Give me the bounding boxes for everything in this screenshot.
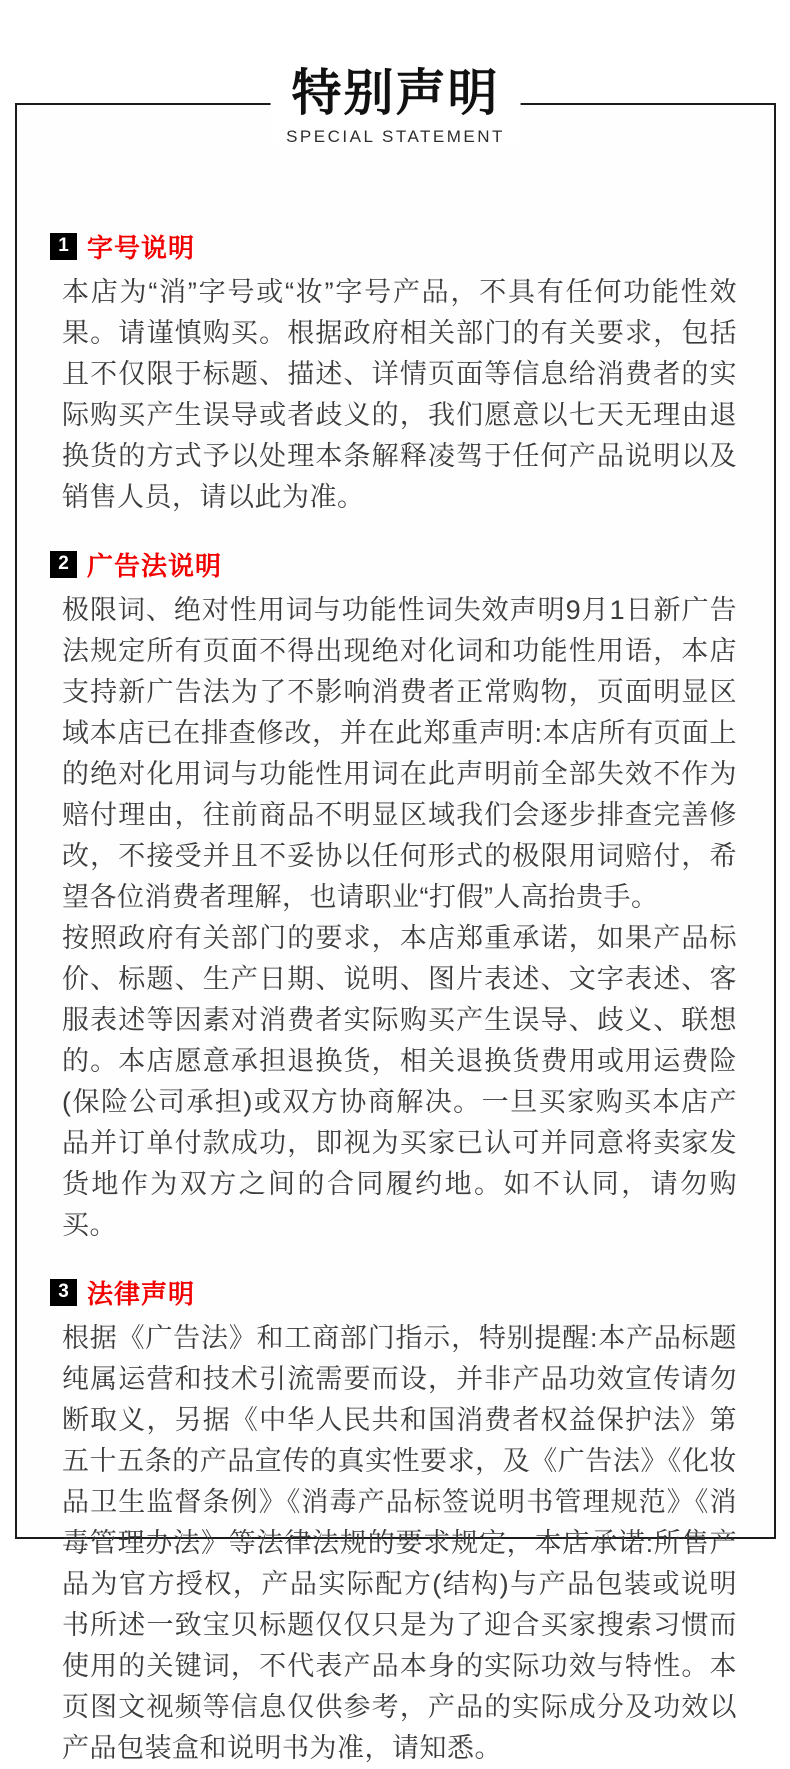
section-paragraph: 根据《广告法》和工商部门指示，特别提醒:本产品标题纯属运营和技术引流需要而设，并非产品功效宣传请勿断取义，另据《中华人民共和国消费者权益保护法》第五十五条的产品宣传的真实性要求，及《广告法》《化妆品卫生监督条例》《消毒产品标签说明书管理规范》《消毒管理办法》等法律法规的要求规定，本店承诺:所售产品为官方授权，产品实际配方(结构)与产品包装或说明书所述一致宝贝标题仅仅只是为了迎合买家搜索习惯而使用的关键词，不代表产品本身的实际功效与特性。本页图文视频等信息仅供参考，产品的实际成分及功效以产品包装盒和说明书为准，请知悉。 <box>62 1323 737 1763</box>
section-paragraph: 极限词、绝对性用词与功能性词失效声明9月1日新广告法规定所有页面不得出现绝对化词和功能性用语，本店支持新广告法为了不影响消费者正常购物，页面明显区域本店已在排查修改，并在此郑重声明:本店所有页面上的绝对化用词与功能性用词在此声明前全部失效不作为赔付理由，往前商品不明显区域我们会逐步排查完善修改，不接受并且不妥协以任何形式的极限用词赔付，希望各位消费者理解，也请职业“打假”人高抬贵手。 <box>62 595 737 912</box>
section-title: 法律声明 <box>87 1278 196 1309</box>
statement-frame <box>15 65 776 1763</box>
section-heading-row <box>50 550 737 581</box>
page-header <box>270 67 521 145</box>
page-title: 特别声明 <box>291 65 500 121</box>
section-number-badge: 3 <box>50 1279 77 1306</box>
section-number-badge: 2 <box>50 551 77 578</box>
section-font-size-statement <box>58 232 737 518</box>
section-paragraph: 本店为“消”字号或“妆”字号产品，不具有任何功能性效果。请谨慎购买。根据政府相关部门的有关要求，包括且不仅限于标题、描述、详情页面等信息给消费者的实际购买产生误导或者歧义的，我们愿意以七天无理由退换货的方式予以处理本条解释凌驾于任何产品说明以及销售人员，请以此为准。 <box>62 277 737 512</box>
statement-content <box>17 105 774 1769</box>
section-title: 广告法说明 <box>87 550 223 581</box>
section-paragraph: 按照政府有关部门的要求，本店郑重承诺，如果产品标价、标题、生产日期、说明、图片表述、文字表述、客服表述等因素对消费者实际购买产生误导、歧义、联想的。本店愿意承担退换货，相关退换货费用或用运费险(保险公司承担)或双方协商解决。一旦买家购买本店产品并订单付款成功，即视为买家已认可并同意将卖家发货地作为双方之间的合同履约地。如不认同，请勿购买。 <box>62 923 737 1240</box>
section-number-badge: 1 <box>50 233 77 260</box>
section-legal-statement <box>58 1278 737 1769</box>
section-heading-row <box>50 1278 737 1309</box>
section-advertising-law-statement <box>58 550 737 1246</box>
page-subtitle: SPECIAL STATEMENT <box>286 127 505 146</box>
section-title: 字号说明 <box>87 232 196 263</box>
section-heading-row <box>50 232 737 263</box>
